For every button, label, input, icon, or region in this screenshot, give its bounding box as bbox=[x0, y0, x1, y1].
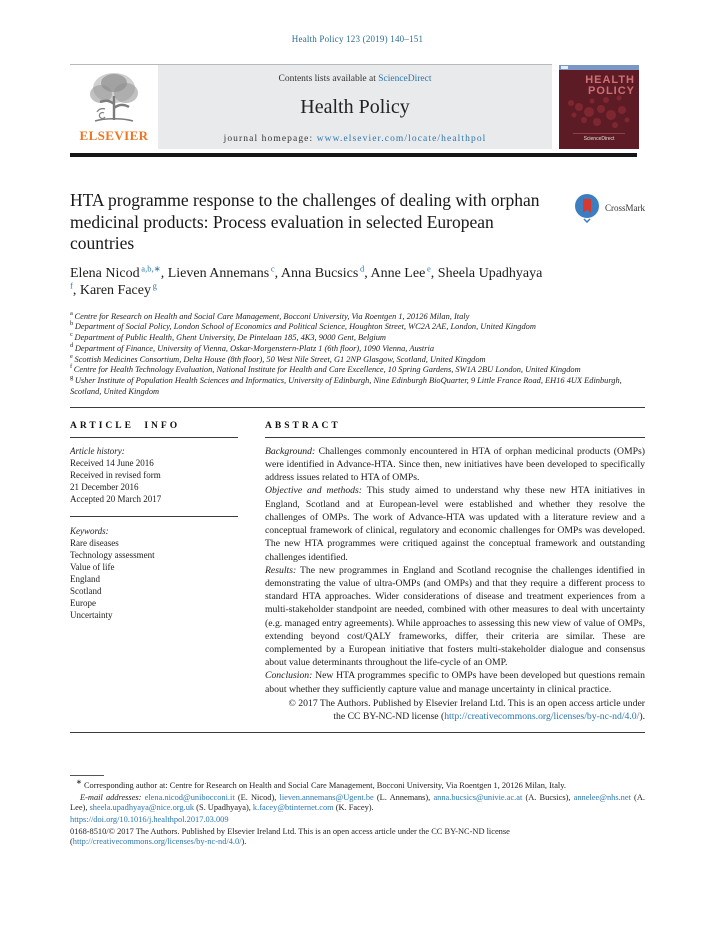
affiliation-marker: c bbox=[70, 331, 75, 339]
journal-title: Health Policy bbox=[300, 96, 410, 118]
article-info-section bbox=[70, 421, 238, 723]
footnote-rule bbox=[70, 775, 104, 776]
abstract-paragraph-label: Background: bbox=[265, 445, 316, 457]
svg-text:POLICY: POLICY bbox=[588, 85, 635, 97]
author: Anne Lee bbox=[370, 265, 426, 281]
journal-banner bbox=[158, 65, 552, 149]
abstract-rule bbox=[265, 437, 645, 438]
keyword-item: England bbox=[70, 573, 100, 584]
article-history-label: Article history: bbox=[70, 445, 125, 456]
email-link[interactable]: sheela.upadhyaya@nice.org.uk bbox=[89, 803, 195, 813]
keywords-list bbox=[70, 537, 238, 621]
copyright-license-text: the CC BY-NC-ND license ( bbox=[333, 710, 445, 722]
email-link[interactable]: elena.nicod@unibocconi.it bbox=[144, 792, 235, 802]
affiliation-line: $^b$ Department of Social Policy, London School of Economics and Political Science, Houghton Street, WC2A 2AE, London, United Kingdom bbox=[70, 320, 536, 332]
history-line: 21 December 2016 bbox=[70, 481, 139, 492]
cc-license-link[interactable]: http://creativecommons.org/licenses/by-nc-nd/4.0/ bbox=[444, 710, 640, 722]
journal-cover-art bbox=[559, 65, 639, 149]
affiliation-marker: a bbox=[70, 309, 75, 317]
abstract-paragraph-label: Results: bbox=[265, 564, 297, 576]
author-affiliation-marker: f bbox=[70, 262, 545, 291]
keyword-item: Scotland bbox=[70, 585, 102, 596]
affiliation-marker: d bbox=[70, 342, 75, 350]
corresponding-text: Corresponding author at: Centre for Research on Health and Social Care Management, Bocconi University, Via Roentgen 1, 20126 Milan, Italy. bbox=[83, 781, 566, 791]
abstract-section bbox=[265, 421, 645, 723]
affiliation-line: $^d$ Department of Finance, University of Vienna, Oskar-Morgenstern-Platz 1 (6th floor), 1090 Vienna, Austria bbox=[70, 342, 435, 353]
homepage-label: journal homepage: bbox=[223, 134, 317, 144]
section-divider-top bbox=[70, 407, 645, 408]
email-addresses: E-mail addresses: elena.nicod@unibocconi.it (E. Nicod), lieven.annemans@Ugent.be (L. Annemans), anna.bucsics@univie.ac.at (A. Bucsics), annelee@nhs.net (A. Lee), sheela.upadhyaya@nice.org.uk (S. Upadhyaya), k.facey@btinternet.com (K. Facey). bbox=[70, 792, 645, 813]
article-history-list bbox=[70, 457, 238, 505]
affiliation-line: $^f$ Centre for Health Technology Evaluation, National Institute for Health and Care Excellence, 10 Spring Gardens, SW1A 2BU London, United Kingdom bbox=[70, 363, 581, 375]
corresponding-author-note bbox=[70, 778, 645, 792]
affiliation-marker: g bbox=[70, 374, 75, 382]
affiliation-line: $^a$ Centre for Research on Health and Social Care Management, Bocconi University, Via Roentgen 1, 20126 Milan, Italy bbox=[70, 309, 470, 321]
doi-line bbox=[70, 815, 645, 826]
journal-homepage-link[interactable]: www.elsevier.com/locate/healthpol bbox=[316, 134, 487, 144]
crossmark-badge[interactable] bbox=[574, 193, 645, 223]
email-link[interactable]: anna.bucsics@univie.ac.at bbox=[433, 792, 523, 802]
abstract-paragraph-label: Conclusion: bbox=[265, 670, 313, 682]
elsevier-logo bbox=[70, 65, 158, 149]
footnotes bbox=[70, 775, 645, 848]
elsevier-wordmark: ELSEVIER bbox=[79, 128, 149, 143]
abstract-paragraph: Results: The new programmes in England and Scotland recognise the challenges identified in demonstrating the value of ultra-OMPs (and OMPs) and that they require a different process to standard HTA approaches. Wider considerations of disease and treatment experiences from a multi-stakeholder standpoint are needed, combined with other measures to deal with uncertainty (e.g. managed entry agreements). While approaches to assessing this new view of value of OMPs, extending beyond cost/QALY frameworks, differ, their criteria are similar. These are complemented by a European initiative that fosters multi-stakeholder dialogue and consensus about value determinants throughout the life-cycle of an OMP. bbox=[265, 564, 645, 669]
author-affiliation-marker: g bbox=[150, 280, 157, 291]
journal-header bbox=[70, 65, 645, 149]
elsevier-tree-icon bbox=[83, 68, 145, 130]
affiliation-line: $^g$ Usher Institute of Population Health Sciences and Informatics, University of Edinburgh, Nine Edinburgh BioQuarter, 9 Little France Road, EH16 4UX Edinburgh, Scotland, United Kingdom bbox=[70, 374, 622, 397]
abstract-paragraphs bbox=[265, 445, 645, 696]
author: Elena Nicod bbox=[70, 265, 140, 281]
author-affiliation-marker: e bbox=[425, 262, 431, 273]
email-link[interactable]: annelee@nhs.net bbox=[573, 792, 631, 802]
issn-text: 0168-8510/© 2017 The Authors. Published by Elsevier Ireland Ltd. This is an open access article under the CC BY-NC-ND license ( bbox=[70, 826, 510, 847]
contents-line-text: Contents lists available at bbox=[278, 74, 379, 84]
email-link[interactable]: k.facey@btinternet.com bbox=[252, 803, 334, 813]
keyword-item: Europe bbox=[70, 597, 96, 608]
keywords-label: Keywords: bbox=[70, 525, 109, 536]
author: Karen Facey bbox=[79, 283, 151, 298]
contents-line bbox=[158, 74, 552, 84]
svg-text:ScienceDirect: ScienceDirect bbox=[583, 136, 615, 142]
crossmark-label: CrossMark bbox=[605, 203, 645, 213]
abstract-paragraph: Conclusion: New HTA programmes specific to OMPs have been developed but questions remain about whether they sufficiently capture value and manage uncertainty in clinical practice. bbox=[265, 670, 645, 695]
abstract-heading: ABSTRACT bbox=[265, 420, 341, 431]
header-rule bbox=[70, 153, 637, 157]
issn-license-line bbox=[70, 827, 645, 848]
doi-link[interactable]: https://doi.org/10.1016/j.healthpol.2017.03.009 bbox=[70, 814, 229, 824]
keyword-item: Value of life bbox=[70, 561, 115, 572]
author-affiliation-marker: a,b,∗ bbox=[139, 262, 161, 273]
abstract-paragraph: Objective and methods: This study aimed to understand why these new HTA initiatives in England, Scotland and at European-level were established and whether they resolve the challenges of OMPs. The work of Advance-HTA was updated with a literature review and a conceptual framework of clinical, regulatory and economic challenges for OMPs was developed. The new HTA programmes were critiqued against the conceptual framework and outstanding challenges identified. bbox=[265, 485, 645, 563]
abstract-paragraph-label: Objective and methods: bbox=[265, 485, 363, 497]
section-divider-bottom bbox=[70, 732, 645, 733]
author-affiliation-marker: d bbox=[358, 262, 365, 273]
email-link[interactable]: lieven.annemans@Ugent.be bbox=[279, 792, 374, 802]
history-line: Received 14 June 2016 bbox=[70, 457, 154, 468]
copyright-text: © 2017 The Authors. Published by Elsevier Ireland Ltd. This is an open access article under bbox=[288, 697, 645, 709]
affiliation-marker: b bbox=[70, 320, 75, 328]
corresponding-marker: ∗ bbox=[76, 778, 82, 787]
affiliation-marker: f bbox=[70, 363, 74, 371]
history-line: Accepted 20 March 2017 bbox=[70, 493, 162, 504]
keyword-item: Rare diseases bbox=[70, 537, 119, 548]
svg-text:HEALTH: HEALTH bbox=[585, 74, 635, 86]
affiliation-line: $^e$ Scottish Medicines Consortium, Delta House (8th floor), 50 West Nile Street, G1 2NP Glasgow, Scotland, United Kingdom bbox=[70, 352, 486, 364]
keywords-rule bbox=[70, 516, 238, 517]
sciencedirect-link[interactable]: ScienceDirect bbox=[378, 74, 432, 84]
article-info-rule bbox=[70, 437, 238, 438]
abstract-paragraph: Background: Challenges commonly encountered in HTA of orphan medicinal products (OMPs) were identified in Advance-HTA. Since then, new initiatives have been developed to specifically address issues related to HTA of OMPs. bbox=[265, 445, 645, 484]
author: Sheela Upadhyaya bbox=[437, 265, 543, 281]
affiliation-line: $^c$ Department of Public Health, Ghent University, De Pintelaan 185, 4K3, 9000 Gent, Belgium bbox=[70, 331, 386, 343]
copyright-note bbox=[265, 697, 645, 723]
email-addresses-label: E-mail addresses: bbox=[80, 792, 145, 802]
author: Lieven Annemans bbox=[167, 265, 270, 281]
issn-license-link[interactable]: http://creativecommons.org/licenses/by-nc-nd/4.0/ bbox=[72, 837, 242, 847]
crossmark-icon bbox=[574, 193, 600, 223]
affiliation-list bbox=[70, 309, 645, 398]
author: Anna Bucsics bbox=[280, 265, 359, 281]
author-affiliation-marker: c bbox=[269, 262, 275, 273]
article-title: HTA programme response to the challenges of dealing with orphan medicinal products: Process evaluation in selected European countries bbox=[70, 190, 540, 253]
homepage-line bbox=[158, 134, 552, 144]
journal-citation: Health Policy 123 (2019) 140–151 bbox=[291, 34, 424, 44]
keyword-item: Uncertainty bbox=[70, 609, 113, 620]
issn-suffix: ). bbox=[241, 837, 247, 847]
affiliation-marker: e bbox=[70, 352, 75, 360]
author-list: Elena Nicod $^{a,b,∗}$, Lieven Annemans $^c$, Anna Bucsics $^d$, Anne Lee $^e$, Sheela Upadhyaya $^f$, Karen Facey $^g$ bbox=[70, 262, 545, 298]
copyright-suffix: ). bbox=[639, 710, 645, 722]
keyword-item: Technology assessment bbox=[70, 549, 155, 560]
history-line: Received in revised form bbox=[70, 469, 161, 480]
article-info-heading: ARTICLE INFO bbox=[70, 420, 181, 431]
journal-cover-thumbnail bbox=[559, 65, 639, 149]
